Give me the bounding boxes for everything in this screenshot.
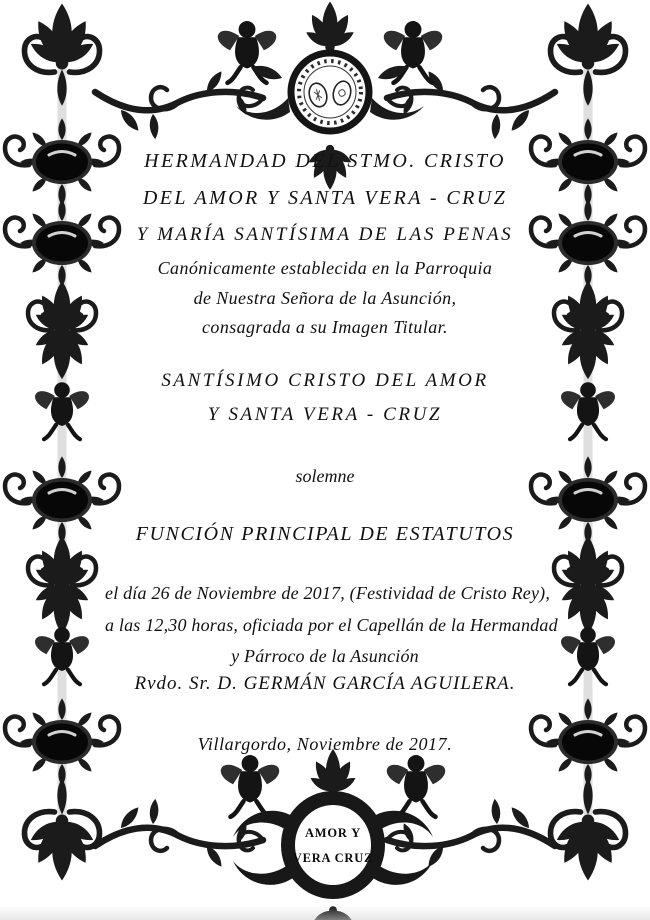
header-line-2: DEL AMOR Y SANTA VERA - CRUZ: [142, 187, 508, 209]
cherub-icon: [221, 755, 279, 817]
top-border-ornament: [95, 2, 555, 190]
badge-line-2: VERA CRUZ: [292, 851, 374, 865]
subheader-line-1: Canónicamente establecida en la Parroquia: [157, 258, 493, 278]
closing-line: Villargordo, Noviembre de 2017.: [197, 734, 453, 754]
subheader-line-2: de Nuestra Señora de la Asunción,: [193, 288, 457, 308]
badge-line-1: AMOR Y: [304, 826, 362, 840]
header-line-3: Y MARÍA SANTÍSIMA DE LAS PENAS: [136, 224, 514, 245]
cherub-icon: [387, 755, 445, 817]
solemne-label: solemne: [295, 466, 355, 486]
detail-line-1: el día 26 de Noviembre de 2017, (Festividad de Cristo Rey),: [105, 583, 551, 603]
right-border-ornament: [531, 4, 645, 881]
detail-line-3: y Párroco de la Asunción: [231, 646, 419, 666]
celebrant-name: Rvdo. Sr. D. GERMÁN GARCÍA AGUILERA.: [134, 673, 516, 694]
detail-line-2: a las 12,30 horas, oficiada por el Capellán de la Hermandad: [105, 615, 558, 635]
header-line-1: HERMANDAD DEL STMO. CRISTO: [144, 150, 506, 172]
left-border-ornament: [5, 4, 119, 881]
event-title: FUNCIÓN PRINCIPAL DE ESTATUTOS: [135, 523, 515, 545]
dedication-line-2: Y SANTA VERA - CRUZ: [207, 404, 443, 425]
subheader-line-3: consagrada a su Imagen Titular.: [202, 317, 448, 337]
page-bottom-shadow: [0, 906, 650, 920]
bottom-border-ornament: [95, 749, 555, 920]
dedication-line-1: SANTÍSIMO CRISTO DEL AMOR: [161, 370, 489, 391]
